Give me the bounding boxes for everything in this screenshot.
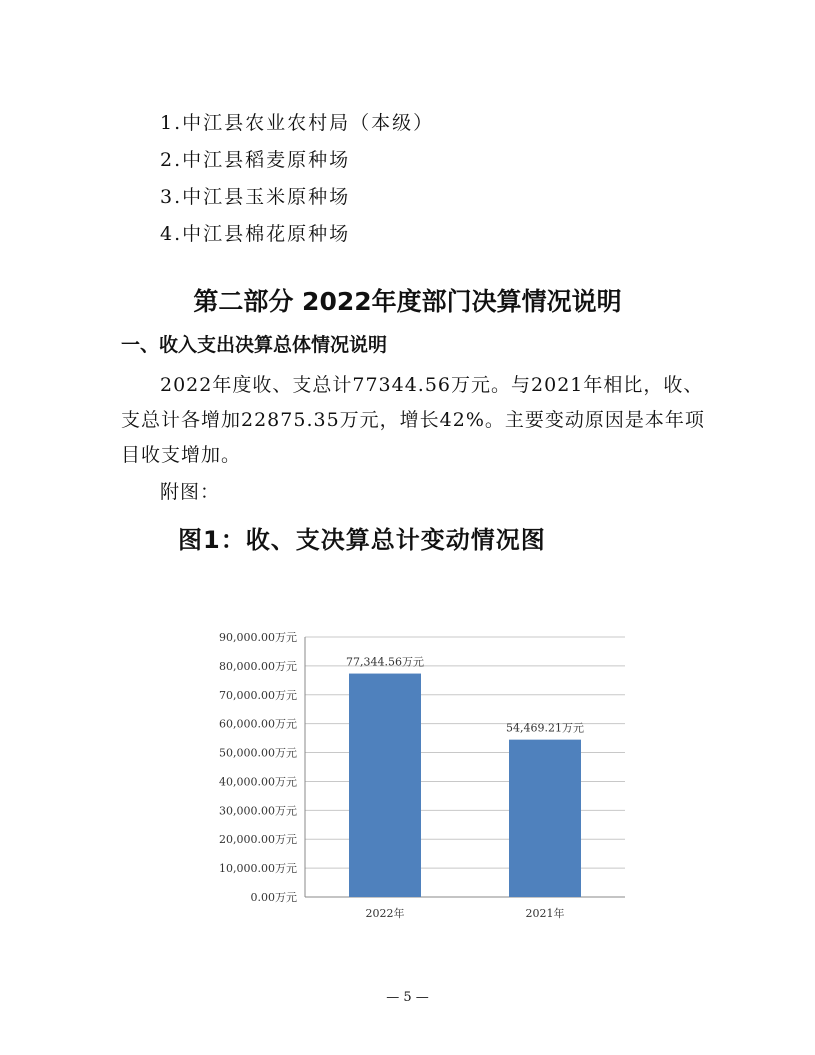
bar — [349, 674, 421, 897]
data-label: 77,344.56万元 — [346, 655, 424, 669]
x-tick-label: 2021年 — [525, 907, 565, 920]
list-item-2: 2.中江县稻麦原种场 — [160, 149, 351, 171]
bar-chart — [195, 625, 635, 930]
bar — [509, 740, 581, 897]
paragraph-line-2: 支总计各增加22875.35万元，增长42%。主要变动原因是本年项 — [121, 409, 705, 431]
y-tick-label: 0.00万元 — [250, 891, 297, 904]
figure-title: 图1：收、支决算总计变动情况图 — [178, 526, 546, 554]
y-tick-label: 10,000.00万元 — [219, 862, 297, 876]
list-item-1: 1.中江县农业农村局（本级） — [160, 112, 435, 134]
list-item-4: 4.中江县棉花原种场 — [160, 223, 351, 245]
page-number: — 5 — — [386, 990, 429, 1005]
y-tick-label: 90,000.00万元 — [219, 631, 297, 644]
x-tick-label: 2022年 — [365, 907, 405, 920]
y-tick-label: 50,000.00万元 — [219, 746, 297, 760]
y-tick-label: 40,000.00万元 — [219, 775, 297, 789]
y-tick-label: 30,000.00万元 — [219, 804, 297, 818]
list-item-3: 3.中江县玉米原种场 — [160, 186, 351, 208]
section-heading: 一、收入支出决算总体情况说明 — [121, 334, 388, 356]
y-tick-label: 70,000.00万元 — [219, 688, 297, 702]
paragraph-line-1: 2022年度收、支总计77344.56万元。与2021年相比，收、 — [160, 374, 704, 396]
attachment-label: 附图： — [160, 481, 221, 503]
part-title: 第二部分 2022年度部门决算情况说明 — [193, 287, 622, 316]
y-tick-label: 60,000.00万元 — [219, 717, 297, 731]
data-label: 54,469.21万元 — [506, 721, 584, 735]
paragraph-line-3: 目收支增加。 — [121, 444, 242, 466]
y-tick-label: 20,000.00万元 — [219, 833, 297, 847]
y-tick-label: 80,000.00万元 — [219, 659, 297, 673]
